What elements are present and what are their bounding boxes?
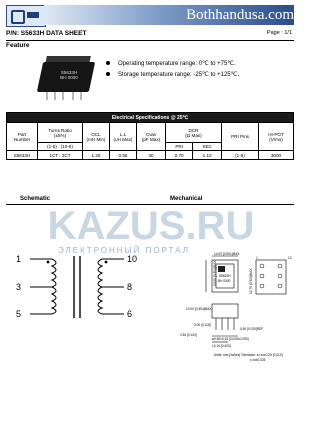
header-dcr-sec: SEC (193, 143, 222, 151)
cell-pri-pins: (1-5) (222, 151, 259, 160)
cell-dcr-sec: 1.10 (193, 151, 222, 160)
dim-label: 3.00 [0.118] (194, 323, 211, 327)
tolerance-note: x.xx±0.025 (250, 358, 266, 362)
dim-label: 2.54 [0.100] (180, 333, 197, 337)
watermark-logo (47, 204, 255, 248)
mechanical-drawing (150, 252, 298, 377)
dim-label: 12.70 [0.500]MAX (249, 268, 253, 294)
pin-label: 1 (16, 254, 22, 264)
dim-label: 0.50 [0.020]REF (240, 327, 264, 331)
brand-name: Bothhandusa.com (186, 7, 294, 23)
header-dcr: DCR (Ω Max) (166, 123, 222, 143)
header-turns: Turns Ratio (±5%) (38, 123, 83, 143)
cell-ocl: 1.20 (83, 151, 110, 160)
cell-turns: 1CT : 2CT (38, 151, 83, 160)
dim-label: 10.00 [0.394]MAX (186, 307, 212, 311)
pin-label: 10 (127, 254, 138, 264)
header-part: Part Number (7, 123, 38, 151)
cell-hipot: 3000 (259, 151, 294, 160)
pin-map-label: 1 (256, 256, 258, 260)
cell-ll: 0.55 (110, 151, 137, 160)
part-number-title: P/N: S5633H DATA SHEET (6, 30, 87, 37)
schematic-heading: Schematic (20, 196, 51, 202)
table-row (7, 151, 294, 160)
pin-map-label: 10 (288, 256, 292, 260)
watermark-text: KAZUS.RU (47, 204, 255, 248)
mech-marking: BH 0000 (218, 279, 231, 283)
feature-heading: Feature (6, 42, 30, 49)
header-pri-pins: PRI Pins (222, 123, 259, 151)
schematic-diagram (14, 252, 144, 322)
pin-label: 5 (16, 309, 22, 319)
feature-text: Operating temperature range: 0℃ to +75℃. (118, 61, 236, 67)
feature-text: Storage temperature range: -25℃ to +125℃. (118, 72, 240, 78)
dim-label: 10.00 [0.394]MAX (213, 260, 217, 286)
product-marking-1: S5633H (60, 70, 78, 75)
bullet-icon (106, 61, 110, 65)
page-number: Page : 1/1 (266, 30, 292, 36)
header-cww: Cww (pF Max) (137, 123, 166, 151)
table-title: Electrical Specifications @ 25℃ (7, 113, 294, 123)
bullet-icon (106, 72, 110, 76)
product-marking-2: BH 0000 (60, 75, 78, 80)
pin-label: 8 (127, 282, 133, 292)
product-photo (40, 58, 92, 96)
feature-item (106, 71, 239, 78)
company-logo (6, 5, 46, 27)
header-dcr-pri: PRI (166, 143, 193, 151)
header-ll: L.L (uH Max) (110, 123, 137, 151)
cell-cww: 30 (137, 151, 166, 160)
pin-label: 6 (127, 309, 133, 319)
tolerance-note: Units: mm [inches] Tolerance: xx.xx±0.25 [0.010] (214, 353, 283, 357)
cell-part: S5633H (7, 151, 38, 160)
feature-item (106, 60, 236, 67)
mechanical-heading: Mechanical (170, 196, 203, 202)
header-hipot: HI-POT (Vrms) (259, 123, 294, 151)
dim-label: 14.00 [0.551]MAX (214, 252, 240, 256)
dim-label: 10.16 [0.400] (212, 344, 231, 348)
divider (6, 40, 294, 41)
header-ocl: OCL (mH Min) (83, 123, 110, 151)
dim-label: ø0.50±0.15 [0.020±0.006] (212, 337, 249, 341)
header-turns-sub: (1-5) : (10-6) (38, 143, 83, 151)
cell-dcr-pri: 0.70 (166, 151, 193, 160)
mech-marking: S5633H (219, 274, 231, 278)
pin-label: 3 (16, 282, 22, 292)
electrical-spec-table (6, 112, 294, 160)
watermark-subtitle: ЭЛЕКТРОННЫЙ ПОРТАЛ (58, 246, 190, 255)
